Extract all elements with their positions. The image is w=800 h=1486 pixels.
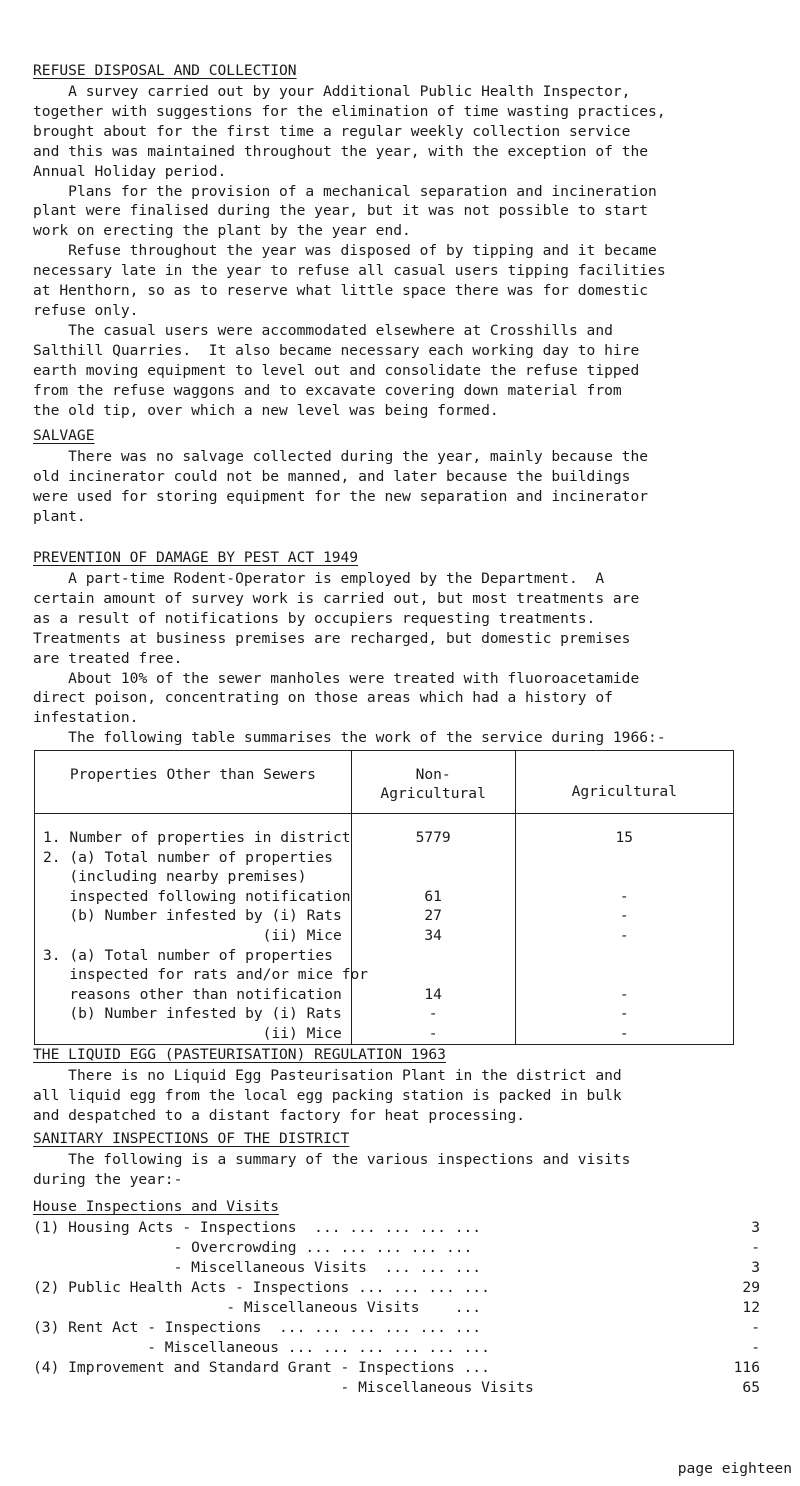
inspection-label: - Miscellaneous Visits xyxy=(33,1379,534,1396)
table-cell: 5779 xyxy=(415,829,451,846)
table-cell xyxy=(352,848,515,868)
refuse-para-4: The casual users were accommodated elsewhere at Crosshills and Salthill Quarries. It also became necessary each working day to hire earth moving equipment to level out and consolidate the refuse tipped from the refuse waggons and to excavate covering down material from the old tip, over which a new level was being formed. xyxy=(33,321,640,419)
table-cell: (ii) Mice xyxy=(43,1024,342,1042)
table-cell: - xyxy=(428,1024,438,1042)
list-item xyxy=(33,1338,793,1358)
table-cell xyxy=(516,946,733,966)
pests-text xyxy=(33,569,793,748)
header-properties: Properties Other than Sewers xyxy=(35,751,352,814)
refuse-heading: REFUSE DISPOSAL AND COLLECTION xyxy=(33,62,297,79)
house-inspections-subheading: House Inspections and Visits xyxy=(33,1198,280,1215)
salvage-para-1: There was no salvage collected during the year, mainly because the old incinerator could not be manned, and later because the buildings were used for storing equipment for the new separation and incinerator plant. xyxy=(33,448,649,525)
table-cell: - xyxy=(619,985,629,1003)
table-cell: 34 xyxy=(424,926,442,944)
sanitary-heading: SANITARY INSPECTIONS OF THE DISTRICT xyxy=(33,1130,350,1147)
table-cell: 14 xyxy=(424,985,442,1003)
header-agricultural: Agricultural xyxy=(515,751,733,814)
inspection-value: 29 xyxy=(742,1279,760,1296)
table-cell xyxy=(516,848,733,868)
table-cell xyxy=(352,946,515,966)
table-cell: (b) Number infested by (i) Rats xyxy=(43,1005,342,1023)
sanitary-text xyxy=(33,1150,793,1190)
inspections-list xyxy=(33,1218,793,1398)
list-item xyxy=(33,1278,793,1298)
list-item xyxy=(33,1318,793,1338)
pests-para-1: A part-time Rodent-Operator is employed by the Department. A certain amount of survey work is carried out, but most treatments are as a result of notifications by occupiers requesting treatments. Treatments at business premises are recharged, but domestic premises are treated free. xyxy=(33,570,640,667)
table-header-row xyxy=(35,751,734,814)
properties-column xyxy=(35,814,369,1045)
inspection-value: 12 xyxy=(742,1299,760,1316)
inspection-label: (2) Public Health Acts - Inspections ... ... ... ... xyxy=(33,1279,490,1296)
table-cell: inspected following notification xyxy=(43,887,351,905)
table-cell: 61 xyxy=(424,887,442,905)
list-item xyxy=(33,1358,793,1378)
refuse-para-3: Refuse throughout the year was disposed of by tipping and it became necessary late in the year to refuse all casual users tipping facilities at Henthorn, so as to reserve what little space there was for domestic refuse only. xyxy=(33,242,666,319)
inspection-value: 3 xyxy=(751,1259,760,1276)
table-cell: - xyxy=(619,887,629,905)
pests-heading: PREVENTION OF DAMAGE BY PEST ACT 1949 xyxy=(33,549,359,566)
table-body-row xyxy=(35,814,734,1045)
list-item xyxy=(33,1218,793,1238)
table-cell xyxy=(516,867,733,887)
refuse-para-2: Plans for the provision of a mechanical separation and incineration plant were finalised during the year, but it was not possible to start work on erecting the plant by the year end. xyxy=(33,182,657,240)
table-cell: 1. Number of properties in district xyxy=(43,829,351,846)
refuse-text xyxy=(33,82,793,420)
table-cell: - xyxy=(619,926,629,944)
table-cell: - xyxy=(428,1005,438,1023)
list-item xyxy=(33,1378,793,1398)
sanitary-para-1: The following is a summary of the various inspections and visits during the year:- xyxy=(33,1151,631,1188)
refuse-para-1: A survey carried out by your Additional Public Health Inspector, together with suggestions for the elimination of time wasting practices, brought about for the first time a regular weekly collection service and this was maintained throughout the year, with the exception of the Annual Holiday period. xyxy=(33,83,666,180)
list-item xyxy=(33,1298,793,1318)
table-cell: 27 xyxy=(424,907,442,925)
table-cell: - xyxy=(619,1024,629,1042)
table-cell: - xyxy=(619,907,629,925)
inspection-value: 65 xyxy=(742,1379,760,1396)
header-non-agricultural: Non- Agricultural xyxy=(351,751,515,814)
pests-para-2: About 10% of the sewer manholes were treated with fluoroacetamide direct poison, concentrating on those areas which had a history of infestation. xyxy=(33,669,640,727)
table-cell: (ii) Mice xyxy=(43,926,342,944)
egg-para-1: There is no Liquid Egg Pasteurisation Plant in the district and all liquid egg from the local egg packing station is packed in bulk and despatched to a distant factory for heat processing. xyxy=(33,1067,622,1124)
table-cell xyxy=(516,965,733,985)
table-cell: inspected for rats and/or mice for xyxy=(43,966,369,984)
inspection-label: (4) Improvement and Standard Grant - Inspections ... xyxy=(33,1359,490,1376)
inspection-label: (1) Housing Acts - Inspections ... ... ... ... ... xyxy=(33,1219,482,1236)
table-cell: 3. (a) Total number of properties xyxy=(43,946,333,964)
table-cell: (b) Number infested by (i) Rats xyxy=(43,907,342,925)
page-number: page eighteen xyxy=(677,1460,792,1477)
table-cell: (including nearby premises) xyxy=(43,868,307,886)
inspection-value: - xyxy=(751,1339,760,1356)
salvage-text xyxy=(33,447,793,527)
inspection-value: 3 xyxy=(751,1219,760,1236)
inspection-label: - Miscellaneous Visits ... xyxy=(33,1299,482,1316)
egg-heading: THE LIQUID EGG (PASTEURISATION) REGULATION 1963 xyxy=(33,1046,446,1063)
pest-summary-table xyxy=(34,750,734,1045)
table-cell xyxy=(352,965,515,985)
inspection-value: - xyxy=(751,1319,760,1336)
table-cell: reasons other than notification xyxy=(43,985,342,1003)
inspection-label: (3) Rent Act - Inspections ... ... ... ... ... ... xyxy=(33,1319,482,1336)
list-item xyxy=(33,1258,793,1278)
inspection-value: - xyxy=(751,1239,760,1256)
table-cell xyxy=(352,867,515,887)
inspection-label: - Miscellaneous Visits ... ... ... xyxy=(33,1259,482,1276)
table-cell: - xyxy=(619,1005,629,1023)
table-cell: 15 xyxy=(615,829,634,846)
inspection-label: - Miscellaneous ... ... ... ... ... ... xyxy=(33,1339,490,1356)
pests-para-3: The following table summarises the work of the service during 1966:- xyxy=(33,729,666,747)
non-agricultural-column xyxy=(351,814,515,1045)
egg-text xyxy=(33,1066,793,1126)
table-cell: 2. (a) Total number of properties xyxy=(43,848,333,866)
inspection-label: - Overcrowding ... ... ... ... ... xyxy=(33,1239,473,1256)
agricultural-column xyxy=(515,814,733,1045)
salvage-heading: SALVAGE xyxy=(33,427,95,444)
inspection-value: 116 xyxy=(733,1359,760,1376)
list-item xyxy=(33,1238,793,1258)
